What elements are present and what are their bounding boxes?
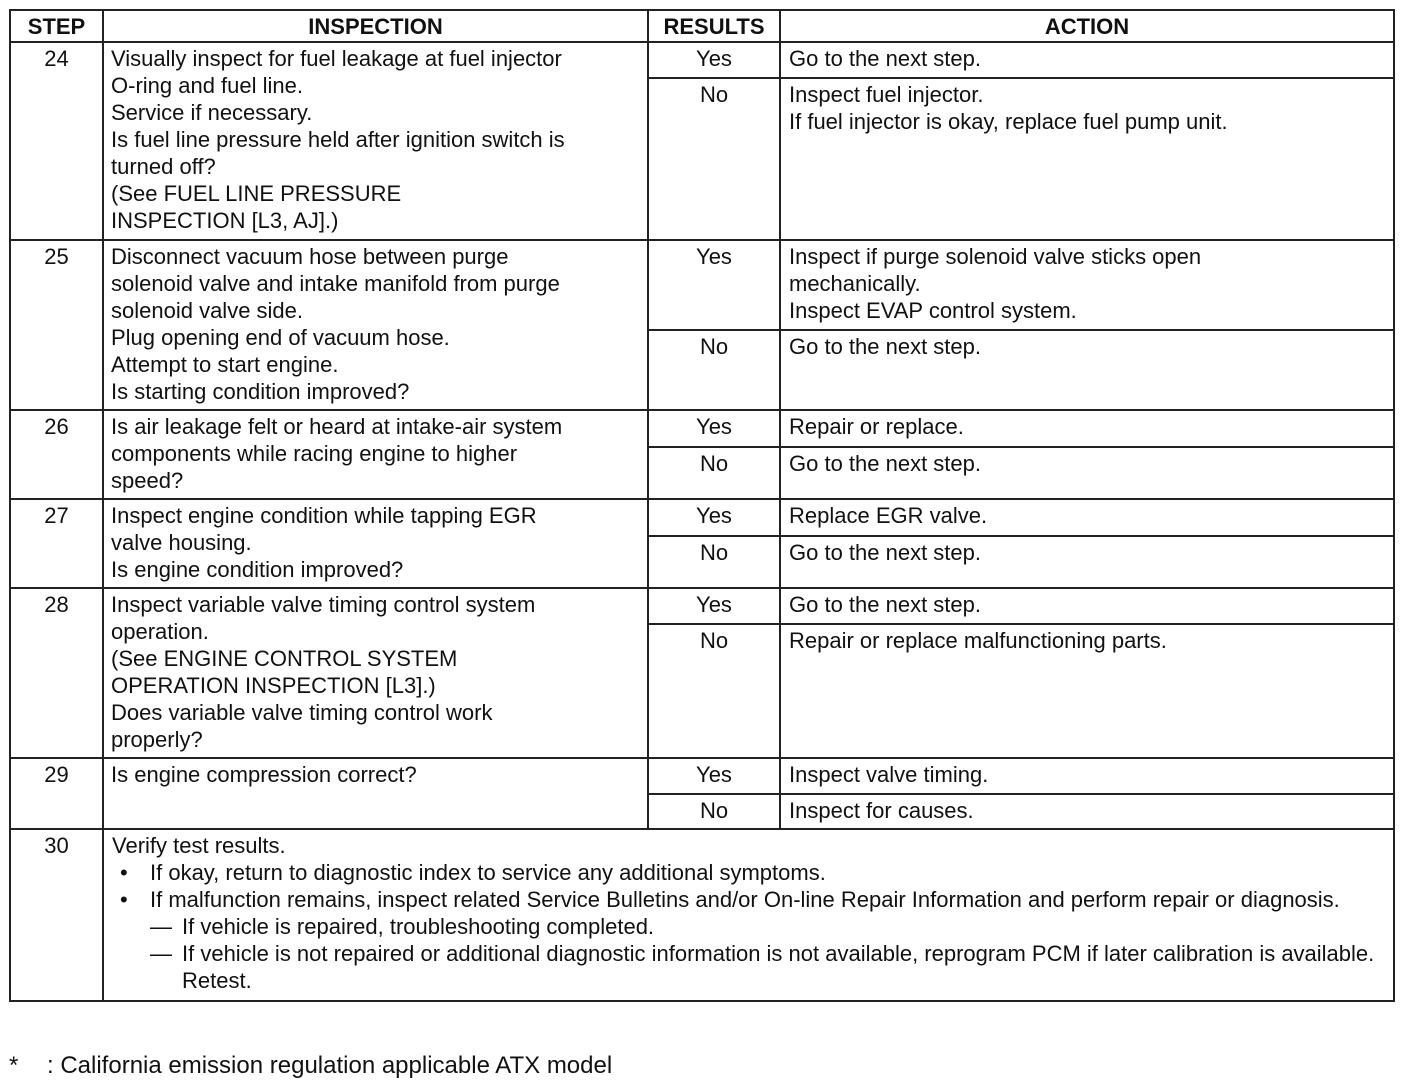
inspection-line: speed? [111,468,184,493]
inspection-line: Is engine compression correct? [111,762,417,787]
inspection-line: turned off? [111,154,216,179]
inspection-line: Inspect variable valve timing control system [111,592,536,617]
final-dash-2: — If vehicle is not repaired or additional diagnostic information is not available, reprogram PCM if later calibration is available. Retest. [112,940,1385,994]
final-bullet-1: • If okay, return to diagnostic index to service any additional symptoms. [112,859,1385,886]
header-step: STEP [10,10,103,42]
result-yes: Yes [648,758,780,794]
action-no [780,624,1394,758]
table-row [10,499,1394,536]
inspection-line: Is fuel line pressure held after ignition switch is [111,127,565,152]
action-yes [780,410,1394,447]
action-yes [780,758,1394,794]
action-yes [780,42,1394,78]
action-no [780,447,1394,499]
result-no: No [648,330,780,410]
inspection-line: (See ENGINE CONTROL SYSTEM [111,646,458,671]
header-row [10,10,1394,42]
footnote-symbol: * [9,1052,19,1079]
inspection-cell [103,588,648,758]
action-line: Repair or replace malfunctioning parts. [789,628,1167,653]
action-line: Go to the next step. [789,46,982,71]
table-row [10,758,1394,794]
step-number: 29 [10,758,103,829]
inspection-cell [103,758,648,829]
action-line: If fuel injector is okay, replace fuel pump unit. [789,109,1228,134]
action-no [780,794,1394,829]
inspection-line: INSPECTION [L3, AJ].) [111,208,339,233]
final-list [112,859,1385,994]
inspection-line: properly? [111,727,203,752]
inspection-cell [103,410,648,499]
action-line: Inspect for causes. [789,798,974,823]
inspection-line: O-ring and fuel line. [111,73,303,98]
action-line: Inspect EVAP control system. [789,298,1077,323]
header-inspection: INSPECTION [103,10,648,42]
inspection-line: Visually inspect for fuel leakage at fuel injector [111,46,562,71]
result-no: No [648,624,780,758]
action-line: Replace EGR valve. [789,503,988,528]
inspection-line: Plug opening end of vacuum hose. [111,325,450,350]
inspection-line: Attempt to start engine. [111,352,339,377]
action-line: Go to the next step. [789,592,982,617]
inspection-cell [103,240,648,410]
diagnostic-table [9,9,1395,1002]
inspection-line: operation. [111,619,209,644]
action-yes [780,240,1394,330]
result-yes: Yes [648,410,780,447]
inspection-line: Disconnect vacuum hose between purge [111,244,509,269]
table-row [10,410,1394,447]
action-line: mechanically. [789,271,921,296]
step-number: 26 [10,410,103,499]
result-no: No [648,536,780,588]
inspection-line: (See FUEL LINE PRESSURE [111,181,402,206]
final-title: Verify test results. [112,833,286,858]
inspection-line: Is engine condition improved? [111,557,404,582]
table-row-final [10,829,1394,1001]
header-action: ACTION [780,10,1394,42]
step-number: 28 [10,588,103,758]
action-no [780,536,1394,588]
result-yes: Yes [648,588,780,624]
footnote [9,1052,612,1080]
inspection-line: solenoid valve and intake manifold from purge [111,271,560,296]
inspection-line: components while racing engine to higher [111,441,518,466]
inspection-line: Does variable valve timing control work [111,700,493,725]
step-number: 30 [10,829,103,1001]
action-no [780,330,1394,410]
action-line: Inspect valve timing. [789,762,989,787]
final-step-cell [103,829,1394,1001]
footnote-text: : California emission regulation applicable ATX model [47,1052,613,1079]
inspection-line: valve housing. [111,530,252,555]
action-line: Repair or replace. [789,414,964,439]
inspection-line: Inspect engine condition while tapping EGR [111,503,537,528]
action-line: Go to the next step. [789,451,982,477]
inspection-line: Service if necessary. [111,100,313,125]
result-no: No [648,794,780,829]
table-row [10,42,1394,78]
table-row [10,588,1394,624]
action-yes [780,499,1394,536]
table-row [10,240,1394,330]
inspection-line: solenoid valve side. [111,298,304,323]
action-line: Go to the next step. [789,334,982,359]
result-no: No [648,447,780,499]
inspection-line: Is starting condition improved? [111,379,410,404]
action-line: Inspect if purge solenoid valve sticks open [789,244,1202,269]
diagnostic-table-container [9,9,1393,1002]
result-yes: Yes [648,499,780,536]
result-yes: Yes [648,240,780,330]
table-body [10,42,1394,829]
final-dash-1: — If vehicle is repaired, troubleshooting completed. [112,913,1385,940]
step-number: 24 [10,42,103,240]
result-no: No [648,78,780,240]
inspection-cell [103,42,648,240]
header-results: RESULTS [648,10,780,42]
step-number: 27 [10,499,103,588]
inspection-cell [103,499,648,588]
inspection-line: OPERATION INSPECTION [L3].) [111,673,436,698]
step-number: 25 [10,240,103,410]
action-line: Inspect fuel injector. [789,82,984,107]
final-bullet-2: • If malfunction remains, inspect related Service Bulletins and/or On-line Repair Information and perform repair or diagnosis. [112,886,1385,913]
action-line: Go to the next step. [789,540,982,566]
inspection-line: Is air leakage felt or heard at intake-air system [111,414,563,439]
action-yes [780,588,1394,624]
action-no [780,78,1394,240]
result-yes: Yes [648,42,780,78]
